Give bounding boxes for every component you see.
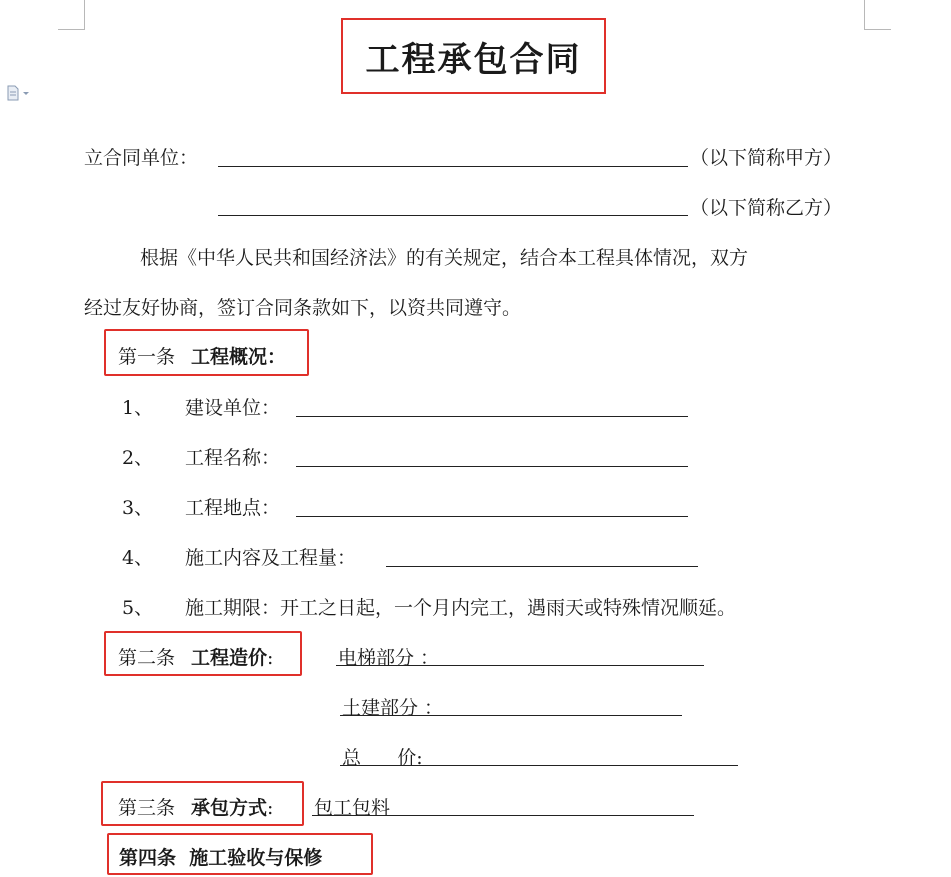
article-3-title: 承包方式 xyxy=(191,797,268,819)
item-2-label: 工程名称： xyxy=(185,447,281,469)
item-4-blank[interactable] xyxy=(386,566,698,567)
article-3-colon: : xyxy=(267,797,274,819)
civil-cost-label: 土建部分 ： xyxy=(342,697,444,719)
civil-cost-blank[interactable] xyxy=(340,715,682,716)
article-1-heading xyxy=(118,342,286,369)
document-icon[interactable] xyxy=(6,84,32,100)
item-3-number: 3、 xyxy=(122,497,154,519)
article-1-number: 第一条 xyxy=(118,346,176,368)
article-3-number: 第三条 xyxy=(118,797,176,819)
item-1-blank[interactable] xyxy=(296,416,688,417)
party-a-note: （以下简称甲方） xyxy=(690,147,843,169)
item-3-blank[interactable] xyxy=(296,516,688,517)
page-corner-mark-left xyxy=(58,0,85,30)
elevator-cost-label: 电梯部分 ： xyxy=(338,647,440,669)
item-5-label: 施工期限：开工之日起，一个月内完工，遇雨天或特殊情况顺延。 xyxy=(185,597,737,619)
article-2-title: 工程造价 xyxy=(191,647,268,669)
article-2-number: 第二条 xyxy=(118,647,176,669)
item-5-number: 5、 xyxy=(122,597,154,619)
document-title: 工程承包合同 xyxy=(341,18,606,94)
item-1-label: 建设单位： xyxy=(185,397,281,419)
article-1-title: 工程概况： xyxy=(191,346,287,368)
contract-method-value[interactable]: 包工包料 xyxy=(314,797,391,819)
total-cost-blank[interactable] xyxy=(340,765,738,766)
item-4-label: 施工内容及工程量： xyxy=(185,547,357,569)
parties-label: 立合同单位： xyxy=(84,147,199,169)
article-2-heading xyxy=(118,643,273,670)
elevator-cost-blank[interactable] xyxy=(336,665,704,666)
article-2-colon: : xyxy=(267,647,274,669)
total-cost-label: 总 价: xyxy=(342,747,423,769)
article-4-heading: 第四条 施工验收与保修 xyxy=(119,847,323,869)
item-2-blank[interactable] xyxy=(296,466,688,467)
item-2-number: 2、 xyxy=(122,447,154,469)
article-3-heading xyxy=(118,793,273,820)
item-4-number: 4、 xyxy=(122,547,154,569)
page-corner-mark-right xyxy=(864,0,891,30)
item-1-number: 1、 xyxy=(122,397,154,419)
party-a-blank[interactable] xyxy=(218,166,688,167)
intro-line-2: 经过友好协商，签订合同条款如下，以资共同遵守。 xyxy=(84,297,522,319)
party-b-blank[interactable] xyxy=(218,215,688,216)
contract-method-underline xyxy=(312,815,694,816)
intro-line-1: 根据《中华人民共和国经济法》的有关规定，结合本工程具体情况，双方 xyxy=(140,247,749,269)
party-b-note: （以下简称乙方） xyxy=(690,197,843,219)
item-3-label: 工程地点： xyxy=(185,497,281,519)
